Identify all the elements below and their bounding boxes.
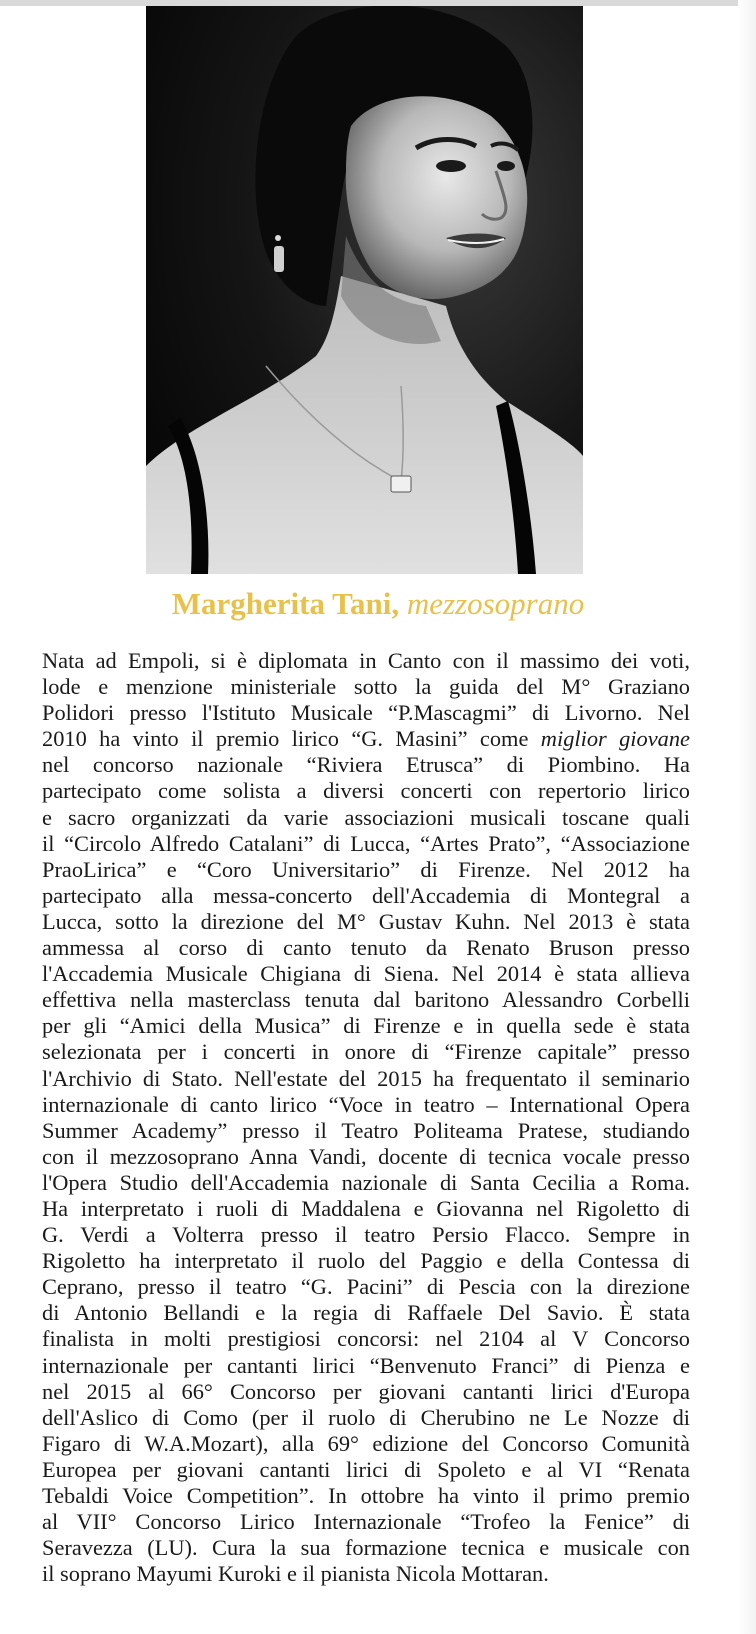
performer-role: mezzosoprano <box>406 586 585 621</box>
bio-line: G. Verdi a Volterra presso il teatro Persio Flacco. Sempre in <box>42 1222 690 1248</box>
bio-line: l'Archivio di Stato. Nell'estate del 2015 ha frequentato il seminario <box>42 1065 690 1091</box>
bio-line: e sacro organizzati da varie associazioni musicali toscane quali <box>42 804 690 830</box>
bio-line: partecipato come solista a diversi concerti con repertorio lirico <box>42 778 690 804</box>
bio-line: Ha interpretato i ruoli di Maddalena e Giovanna nel Rigoletto di <box>42 1195 690 1221</box>
bio-line: Polidori presso l'Istituto Musicale “P.Mascagmi” di Livorno. Nel <box>42 700 690 726</box>
bio-line: al VII° Concorso Lirico Internazionale “Trofeo la Fenice” di <box>42 1509 690 1535</box>
bio-line: nel concorso nazionale “Riviera Etrusca” di Piombino. Ha <box>42 752 690 778</box>
bio-line-text: 2010 ha vinto il premio lirico “G. Masini” come <box>42 726 529 752</box>
bio-line: Ceprano, presso il teatro “G. Pacini” di Pescia con la direzione <box>42 1274 690 1300</box>
bio-line: partecipato alla messa-concerto dell'Accademia di Montegral a <box>42 882 690 908</box>
bio-line: Seravezza (LU). Cura la sua formazione tecnica e musicale con <box>42 1535 690 1561</box>
bio-line: Rigoletto ha interpretato il ruolo del Paggio e della Contessa di <box>42 1248 690 1274</box>
bio-line: dell'Aslico di Como (per il ruolo di Cherubino ne Le Nozze di <box>42 1404 690 1430</box>
bio-line: il soprano Mayumi Kuroki e il pianista Nicola Mottaran. <box>42 1561 549 1587</box>
bio-line: finalista in molti prestigiosi concorsi: nel 2104 al V Concorso <box>42 1326 690 1352</box>
bio-line: l'Opera Studio dell'Accademia nazionale di Santa Cecilia a Roma. <box>42 1169 690 1195</box>
performer-name: Margherita Tani, <box>171 586 400 621</box>
bio-line: lode e menzione ministeriale sotto la guida del M° Graziano <box>42 674 690 700</box>
bio-line: Lucca, sotto la direzione del M° Gustav Kuhn. Nel 2013 è stata <box>42 908 690 934</box>
scan-edge <box>738 0 756 1634</box>
bio-line: il “Circolo Alfredo Catalani” di Lucca, “Artes Prato”, “Associazione <box>42 830 690 856</box>
bio-line: l'Accademia Musicale Chigiana di Siena. Nel 2014 è stata allieva <box>42 961 690 987</box>
bio-line: per gli “Amici della Musica” di Firenze e in quella sede è stata <box>42 1013 690 1039</box>
portrait-photo <box>146 6 583 574</box>
biography-text <box>42 648 690 1587</box>
bio-line: PraoLirica” e “Coro Universitario” di Firenze. Nel 2012 ha <box>42 856 690 882</box>
bio-line: internazionale per cantanti lirici “Benvenuto Franci” di Pienza e <box>42 1352 690 1378</box>
bio-line: internazionale di canto lirico “Voce in teatro – International Opera <box>42 1091 690 1117</box>
bio-line: effettiva nella masterclass tenuta dal baritono Alessandro Corbelli <box>42 987 690 1013</box>
italic-phrase: miglior giovane <box>540 726 690 752</box>
bio-line: di Antonio Bellandi e la regia di Raffaele Del Savio. È stata <box>42 1300 690 1326</box>
bio-line-with-italic <box>42 726 690 752</box>
bio-line: nel 2015 al 66° Concorso per giovani cantanti lirici d'Europa <box>42 1378 690 1404</box>
bio-line: Europea per giovani cantanti lirici di Spoleto e al VI “Renata <box>42 1456 690 1482</box>
bio-line: Nata ad Empoli, si è diplomata in Canto con il massimo dei voti, <box>42 648 690 673</box>
bio-line: Summer Academy” presso il Teatro Politeama Pratese, studiando <box>42 1117 690 1143</box>
bio-line: Tebaldi Voice Competition”. In ottobre ha vinto il primo premio <box>42 1483 690 1508</box>
bio-line: con il mezzosoprano Anna Vandi, docente di tecnica vocale presso <box>42 1143 690 1169</box>
bio-line: ammessa al corso di canto tenuto da Renato Bruson presso <box>42 935 690 961</box>
page-title <box>0 586 756 622</box>
bio-line: selezionata per i concerti in onore di “Firenze capitale” presso <box>42 1039 690 1065</box>
bio-line: Figaro di W.A.Mozart), alla 69° edizione del Concorso Comunità <box>42 1430 690 1456</box>
